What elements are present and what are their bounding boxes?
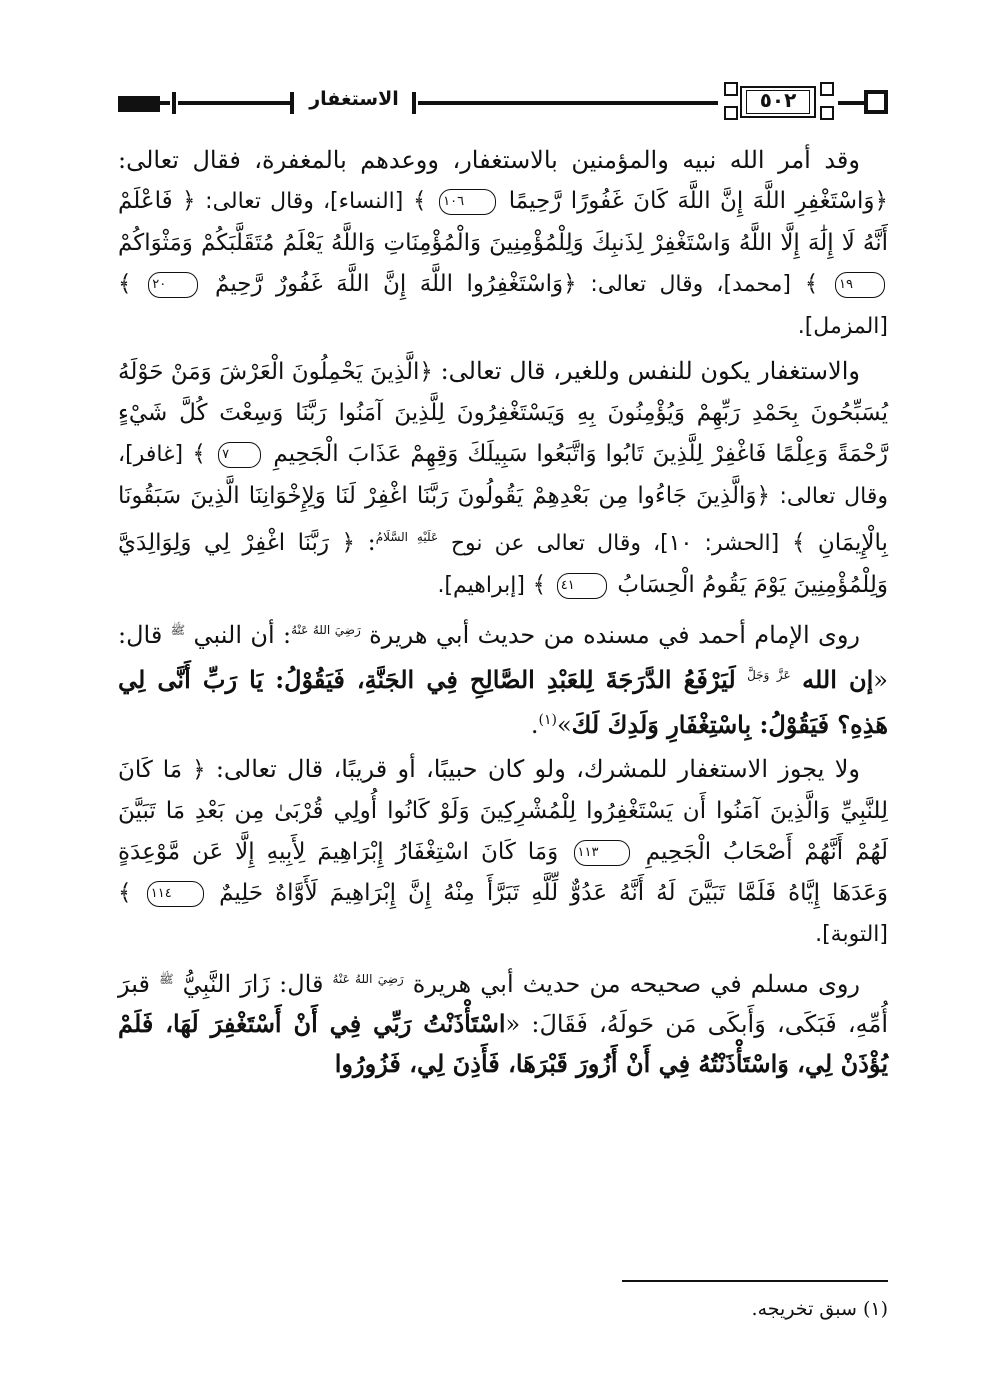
header-rule (160, 101, 170, 105)
body-text: ولا يجوز الاستغفار للمشرك، ولو كان حبيبًا، أو قريبًا، قال تعالى: (215, 755, 860, 783)
frame-corner-ornament (820, 82, 834, 96)
surah-reference: [المزمل]. (797, 314, 888, 339)
honorific-ligature: رَضِيَ اللهُ عَنْهُ (332, 972, 404, 986)
body-text: . (530, 711, 539, 739)
body-text: : أن النبي (193, 621, 292, 649)
footnote: (١) سبق تخريجه. (751, 1298, 888, 1320)
surah-reference: [إبراهيم]. (437, 573, 525, 598)
honorific-ligature: ﷺ (159, 972, 174, 986)
header-tick (290, 92, 294, 114)
quran-verse: ﴿وَاسْتَغْفِرِ اللَّهَ إِنَّ اللَّهَ كَانَ غَفُورًا رَّحِيمًا (508, 188, 888, 214)
hadith-text: لَيَرْفَعُ الدَّرَجَةَ لِلعَبْدِ الصَّالِحِ فِي الجَنَّةِ، فَيَقُوْلُ: يَا رَبِّ أَنَّى لِي هَذِهِ؟ فَيَقُوْلُ: بِاسْتِغْفَارِ وَلَدِكَ لَكَ (118, 665, 888, 739)
quran-verse: ﴿الَّذِينَ يَحْمِلُونَ الْعَرْشَ وَمَنْ حَوْلَهُ يُسَبِّحُونَ بِحَمْدِ رَبِّهِمْ وَيُؤْمِنُونَ بِهِ وَيَسْتَغْفِرُونَ لِلَّذِينَ آمَنُوا رَبَّنَا وَسِعْتَ كُلَّ شَيْءٍ رَّحْمَةً وَعِلْمًا فَاغْفِرْ لِلَّذِينَ تَابُوا وَاتَّبَعُوا سَبِيلَكَ وَقِهِمْ عَذَابَ الْجَحِيمِ (118, 359, 888, 467)
header-tick (412, 92, 416, 114)
quran-bracket: ﴾ (804, 271, 819, 297)
header-title: الاستغفار (309, 88, 399, 110)
quran-verse: ﴿ رَبَّنَا اغْفِرْ لِي وَلِوَالِدَيَّ وَلِلْمُؤْمِنِينَ يَوْمَ يَقُومُ الْحِسَابُ (118, 530, 888, 598)
body-text: قبرَ أُمِّهِ، فَبَكَى، وَأَبكَى مَن حَولَهُ، فَقَالَ: « (118, 970, 888, 1038)
body-text: » (556, 711, 572, 739)
surah-reference: [غافر]، وقال تعالى: (118, 442, 888, 509)
body-text: روى مسلم في صحيحه من حديث أبي هريرة (412, 970, 860, 998)
quran-verse: ﴿ فَاعْلَمْ أَنَّهُ لَا إِلَٰهَ إِلَّا اللَّهُ وَاسْتَغْفِرْ لِذَنبِكَ وَلِلْمُؤْمِنِينَ وَالْمُؤْمِنَاتِ وَاللَّهُ يَعْلَمُ مُتَقَلَّبَكُمْ وَمَثْوَاكُمْ (118, 188, 888, 256)
ayah-number-marker: ١١٤ (147, 881, 204, 907)
page-number: ٥٠٢ (759, 88, 797, 112)
body-text: والاستغفار يكون للنفس وللغير، قال تعالى: (440, 357, 860, 385)
ayah-number-marker: ١١٣ (574, 840, 631, 866)
surah-reference: [التوبة]. (815, 922, 888, 947)
hadith-text: إن الله (802, 665, 874, 694)
header-rule (418, 101, 718, 105)
quran-bracket: ﴾ (118, 880, 132, 906)
quran-verse: ﴿وَاسْتَغْفِرُوا اللَّهَ إِنَّ اللَّهَ غَفُورٌ رَّحِيمٌ (215, 271, 577, 297)
header-rule (178, 101, 290, 105)
surah-reference: [الحشر: ١٠]، وقال تعالى عن نوح (450, 531, 780, 556)
paragraph-1 (118, 140, 888, 347)
honorific-ligature: ﷺ (170, 623, 186, 637)
header-ornament-block (118, 96, 160, 112)
ayah-number-marker: ١٩ (835, 272, 885, 298)
body-text: : (367, 528, 376, 556)
honorific-ligature: عَزَّ وَجَلَّ (747, 668, 791, 682)
surah-reference: [النساء]، وقال تعالى: (205, 189, 404, 214)
quran-verse: ﴿وَالَّذِينَ جَاءُوا مِن بَعْدِهِمْ يَقُولُونَ رَبَّنَا اغْفِرْ لَنَا وَلِإِخْوَانِنَا الَّذِينَ سَبَقُونَا بِالْإِيمَانِ ﴾ (118, 483, 888, 556)
body-text: روى الإمام أحمد في مسنده من حديث أبي هريرة (369, 621, 860, 649)
quran-verse: وَمَا كَانَ اسْتِغْفَارُ إِبْرَاهِيمَ لِأَبِيهِ إِلَّا عَن مَّوْعِدَةٍ وَعَدَهَا إِيَّاهُ فَلَمَّا تَبَيَّنَ لَهُ أَنَّهُ عَدُوٌّ لِّلَّهِ تَبَرَّأَ مِنْهُ إِنَّ إِبْرَاهِيمَ لَأَوَّاهٌ حَلِيمٌ (118, 839, 888, 906)
quran-bracket: ﴾ (118, 271, 132, 297)
paragraph-3 (118, 610, 888, 745)
body-text: وقد أمر الله نبيه والمؤمنين بالاستغفار، ووعدهم بالمغفرة، فقال تعالى: (118, 146, 860, 174)
ayah-number-marker: ٢٠ (148, 272, 198, 298)
page-body (118, 140, 888, 1088)
paragraph-5 (118, 959, 888, 1084)
page-number-frame (722, 82, 836, 124)
paragraph-2 (118, 351, 888, 606)
frame-corner-ornament (724, 106, 738, 120)
paragraph-4 (118, 749, 888, 955)
header-rule (838, 101, 864, 105)
ayah-number-marker: ١٠٦ (439, 189, 496, 215)
hadith-text: اسْتَأْذَنْتُ رَبِّي فِي أَنْ أَسْتَغْفِرَ لَهَا، فَلَمْ يُؤْذَنْ لِي، وَاسْتَأْذَنْتُهُ فِي أَنْ أَزُورَ قَبْرَهَا، فَأَذِنَ لِي، فَزُورُوا (118, 1009, 888, 1078)
quran-bracket: ﴾ (532, 572, 547, 598)
ayah-number-marker: ٤١ (557, 573, 607, 599)
footnote-separator (622, 1280, 888, 1282)
running-header (118, 82, 888, 128)
frame-corner-ornament (724, 82, 738, 96)
honorific-ligature: عَلَيْهِ السَّلَامُ (375, 530, 439, 544)
body-text: قال: زَارَ النَّبِيُّ (182, 970, 324, 998)
quran-verse: ﴿ مَا كَانَ لِلنَّبِيِّ وَالَّذِينَ آمَنُوا أَن يَسْتَغْفِرُوا لِلْمُشْرِكِينَ وَلَوْ كَانُوا أُولِي قُرْبَىٰ مِن بَعْدِ مَا تَبَيَّنَ لَهُمْ أَنَّهُمْ أَصْحَابُ الْجَحِيمِ (118, 757, 888, 865)
surah-reference: [محمد]، وقال تعالى: (590, 272, 791, 297)
quran-bracket: ﴾ (413, 188, 427, 214)
header-tick (172, 92, 176, 114)
footnote-reference[interactable]: (١) (538, 712, 557, 728)
quran-bracket: ﴾ (192, 441, 206, 467)
honorific-ligature: رَضِيَ اللهُ عَنْهُ (291, 623, 361, 637)
body-text: قال: « (118, 621, 888, 694)
header-ornament-box (864, 90, 888, 114)
ayah-number-marker: ٧ (218, 442, 261, 468)
frame-corner-ornament (820, 106, 834, 120)
